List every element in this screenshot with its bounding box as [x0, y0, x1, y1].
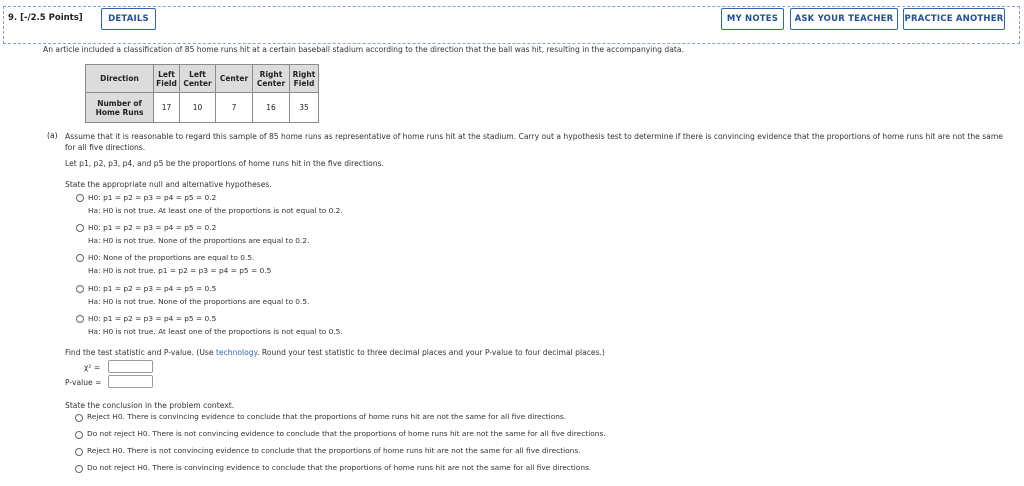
chi-square-input[interactable]	[108, 360, 153, 373]
conclusion-radio-4[interactable]	[75, 465, 83, 473]
hypothesis-4-h0: H0: p1 = p2 = p3 = p4 = p5 = 0.5	[88, 284, 217, 293]
let-text: Let p1, p2, p3, p4, and p5 be the proportions of home runs hit in the five directions.	[65, 159, 384, 168]
hypothesis-radio-3[interactable]	[76, 254, 84, 262]
chi-square-label: χ² =	[84, 363, 101, 372]
value-right-center: 16	[253, 93, 290, 123]
state-hypotheses-prompt: State the appropriate null and alternative hypotheses.	[65, 180, 272, 189]
hypothesis-radio-1[interactable]	[76, 194, 84, 202]
value-center: 7	[216, 93, 253, 123]
conclusion-prompt: State the conclusion in the problem context.	[65, 401, 235, 410]
hypothesis-1-ha: Ha: H0 is not true. At least one of the proportions is not equal to 0.2.	[88, 206, 343, 215]
hypothesis-3-ha: Ha: H0 is not true. p1 = p2 = p3 = p4 = p5 = 0.5	[88, 266, 272, 275]
hypothesis-radio-2[interactable]	[76, 224, 84, 232]
intro-text: An article included a classification of 85 home runs hit at a certain baseball stadium according to the direction that the ball was hit, resulting in the accompanying data.	[43, 45, 684, 54]
hypothesis-2-h0: H0: p1 = p2 = p3 = p4 = p5 = 0.2	[88, 223, 217, 232]
col-left-field: Left Field	[154, 65, 180, 93]
col-left-center: Left Center	[180, 65, 216, 93]
practice-another-button[interactable]: PRACTICE ANOTHER	[903, 8, 1005, 30]
hypothesis-5-h0: H0: p1 = p2 = p3 = p4 = p5 = 0.5	[88, 314, 217, 323]
hypothesis-4-ha: Ha: H0 is not true. None of the proportions are equal to 0.5.	[88, 297, 310, 306]
p-value-input[interactable]	[108, 375, 153, 388]
my-notes-button[interactable]: MY NOTES	[721, 8, 784, 30]
home-runs-table	[85, 64, 319, 123]
hypothesis-1-h0: H0: p1 = p2 = p3 = p4 = p5 = 0.2	[88, 193, 217, 202]
hypothesis-radio-4[interactable]	[76, 285, 84, 293]
conclusion-radio-3[interactable]	[75, 448, 83, 456]
value-right-field: 35	[290, 93, 319, 123]
part-a-label: (a)	[47, 131, 58, 140]
conclusion-radio-1[interactable]	[75, 414, 83, 422]
col-right-center: Right Center	[253, 65, 290, 93]
technology-link[interactable]: technology	[215, 348, 258, 357]
part-a-question: Assume that it is reasonable to regard this sample of 85 home runs as representative of home runs hit at the stadium. Carry out a hypothesis test to determine if there is convincing evidence that the proportions of home runs hit are not the same for all five directions.	[65, 132, 1003, 152]
col-center: Center	[216, 65, 253, 93]
value-left-center: 10	[180, 93, 216, 123]
col-right-field: Right Field	[290, 65, 319, 93]
conclusion-3-text: Reject H0. There is not convincing evidence to conclude that the proportions of home runs hit are not the same for all five directions.	[87, 446, 581, 455]
conclusion-1-text: Reject H0. There is convincing evidence to conclude that the proportions of home runs hit are not the same for all five directions.	[87, 412, 567, 421]
hypothesis-3-h0: H0: None of the proportions are equal to 0.5.	[88, 253, 255, 262]
conclusion-4-text: Do not reject H0. There is convincing evidence to conclude that the proportions of home runs hit are not the same for all five directions.	[87, 463, 592, 472]
hypothesis-2-ha: Ha: H0 is not true. None of the proportions are equal to 0.2.	[88, 236, 310, 245]
conclusion-2-text: Do not reject H0. There is not convincing evidence to conclude that the proportions of home runs hit are not the same for all five directions.	[87, 429, 606, 438]
conclusion-radio-2[interactable]	[75, 431, 83, 439]
direction-header: Direction	[86, 65, 154, 93]
hypothesis-5-ha: Ha: H0 is not true. At least one of the proportions is not equal to 0.5.	[88, 327, 343, 336]
home-runs-header: Number of Home Runs	[86, 93, 154, 123]
question-number: 9. [-/2.5 Points]	[8, 13, 83, 23]
details-button[interactable]: DETAILS	[101, 8, 156, 30]
p-value-label: P-value =	[65, 378, 102, 387]
ask-teacher-button[interactable]: ASK YOUR TEACHER	[790, 8, 898, 30]
value-left-field: 17	[154, 93, 180, 123]
find-statistic-prompt: Find the test statistic and P-value. (Use technology. Round your test statistic to three decimal places and your P-value to four decimal places.)	[65, 348, 605, 357]
hypothesis-radio-5[interactable]	[76, 315, 84, 323]
